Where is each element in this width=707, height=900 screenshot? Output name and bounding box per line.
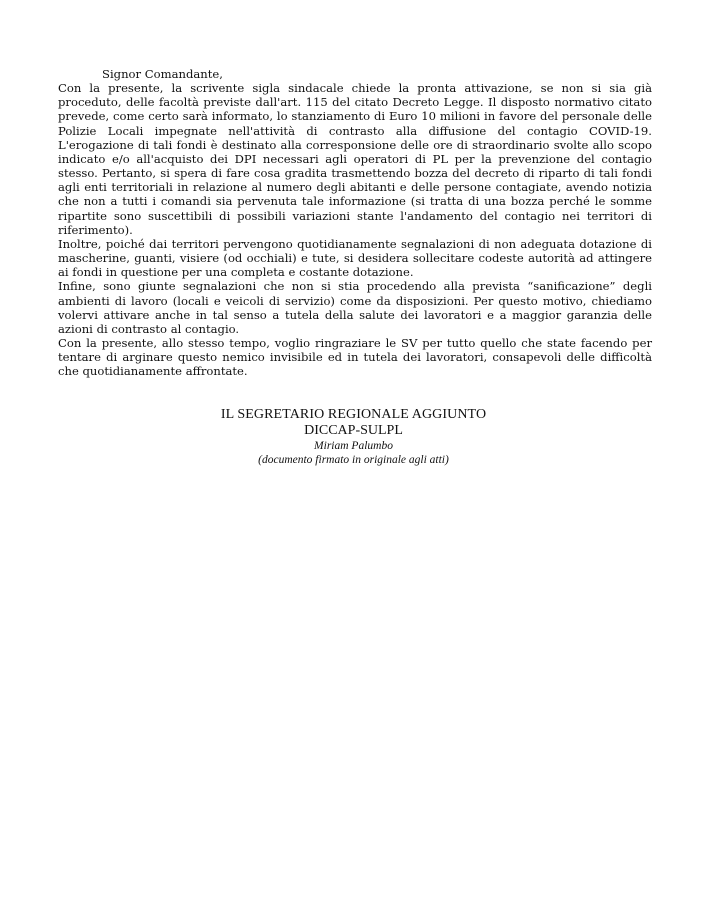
paragraph-request: Con la presente, la scrivente sigla sindacale chiede la pronta attivazione, se non si sia già proceduto, delle facoltà previste dall'art. 115 del citato Decreto Legge. Il disposto normativo citato prevede, come certo sarà informato, lo stanziamento di Euro 10 milioni in favore del personale delle Polizie Locali impegnate nell'attività di contrasto alla diffusione del contagio COVID-19. L'erogazione di tali fondi è destinato alla corresponsione delle ore di straordinario svolte allo scopo indicato e/o all'acquisto dei DPI necessari agli operatori di PL per la prevenzione del contagio stesso. Pertanto, si spera di fare cosa gradita trasmettendo bozza del decreto di riparto di tali fondi agli enti territoriali in relazione al numero degli abitanti e delle persone contagiate, avendo notizia che non a tutti i comandi sia pervenuta tale informazione (si tratta di una bozza perché le somme ripartite sono suscettibili di possibili variazioni stante l'andamento del contagio nei territori di riferimento). <box>58 81 652 237</box>
paragraph-thanks: Con la presente, allo stesso tempo, voglio ringraziare le SV per tutto quello che state facendo per tentare di arginare questo nemico invisibile ed in tutela dei lavoratori, consapevoli delle difficoltà che quotidianamente affrontate. <box>58 335 652 379</box>
paragraph-sanitization: Infine, sono giunte segnalazioni che non si stia procedendo alla prevista “sanificazione” degli ambienti di lavoro (locali e veicoli di servizio) come da disposizioni. Per questo motivo, chiediamo volervi attivare anche in tal senso a tutela della salute dei lavoratori e a maggior garanzia delle azioni di contrasto al contagio. <box>58 279 652 336</box>
paragraph-ppe-supply: Inoltre, poiché dai territori pervengono quotidianamente segnalazioni di non adeguata dotazione di mascherine, guanti, visiere (od occhiali) e tute, si desidera sollecitare codeste autorità ad attingere ai fondi in questione per una completa e costante dotazione. <box>58 236 652 280</box>
signature-note: (documento firmato in originale agli atti) <box>258 454 449 466</box>
letter-body <box>58 67 652 378</box>
organization-name: DICCAP-SULPL <box>304 423 403 438</box>
signature-block <box>0 407 707 467</box>
signatory-title: IL SEGRETARIO REGIONALE AGGIUNTO <box>220 407 487 422</box>
salutation: Signor Comandante, <box>102 67 223 81</box>
signatory-name: Miriam Palumbo <box>314 440 393 452</box>
